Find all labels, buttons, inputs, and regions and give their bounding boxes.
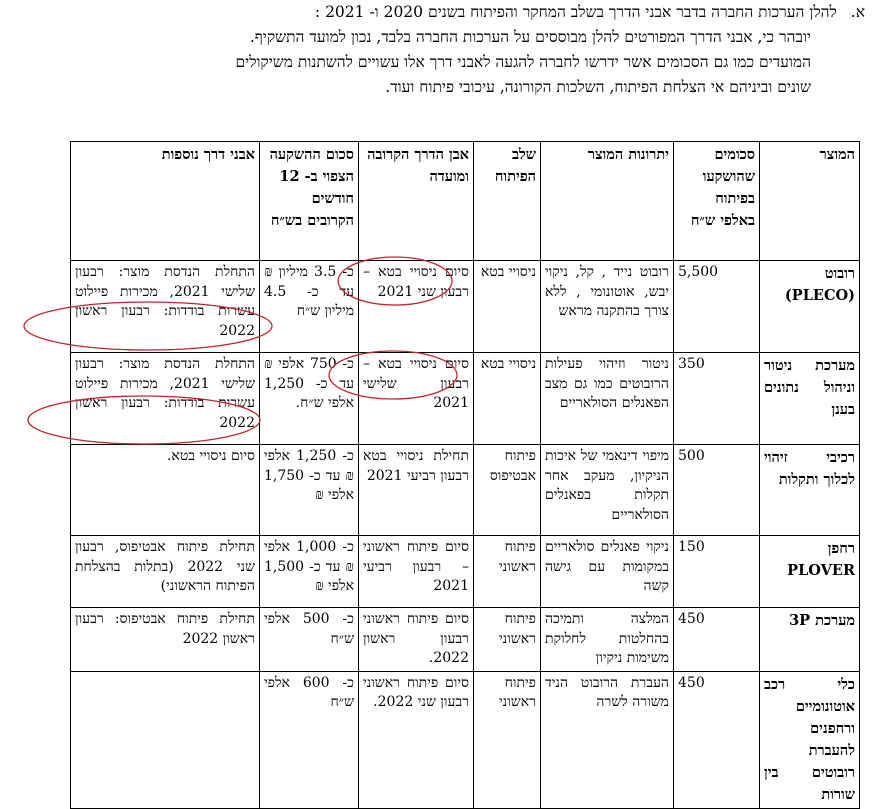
cell-product: מערכת ניטור וניהול נתונים בענן bbox=[760, 353, 860, 445]
intro-line-1 bbox=[21, 0, 871, 25]
table-row bbox=[71, 353, 860, 445]
header-investment: סכום ההשקעה הצפוי ב- 12 חודשים הקרובים בש״ח bbox=[260, 142, 359, 261]
table-row bbox=[71, 261, 860, 353]
header-more-milestones: אבני דרך נוספות bbox=[71, 142, 260, 261]
header-advantages: יתרונות המוצר bbox=[541, 142, 674, 261]
cell-milestone: סיום פיתוח ראשוני – רבעון רביעי 2021 bbox=[359, 536, 474, 608]
header-row bbox=[71, 142, 860, 261]
cell-product: מערכת 3P bbox=[760, 608, 860, 672]
header-product: המוצר bbox=[760, 142, 860, 261]
cell-milestone: סיום ניסויי בטא – רבעון שני 2021 bbox=[359, 261, 474, 353]
cell-investment: כ- 3.5 מיליון ₪ עד כ- 4.5 מיליון ש״ח bbox=[260, 261, 359, 353]
cell-investment: כ- 600 אלפי ש״ח bbox=[260, 671, 359, 808]
cell-stage: פיתוח ראשוני bbox=[474, 671, 541, 808]
cell-advantages: רובוט נייד , קל, ניקוי יבש, אוטונומי , ללא צורך בהתקנה מראש bbox=[541, 261, 674, 353]
cell-product: כלי רכב אוטונומיים ורחפנים להעברת רובוטים בין שורות bbox=[760, 671, 860, 808]
intro-line-1-text: להלן הערכות החברה בדבר אבני הדרך בשלב המחקר והפיתוח בשנים 2020 ו- 2021 : bbox=[314, 3, 837, 21]
cell-invested: 500 bbox=[674, 445, 760, 536]
cell-milestone: סיום ניסויי בטא – רבעון שלישי 2021 bbox=[359, 353, 474, 445]
intro-line-3: המועדים כמו גם הסכומים אשר ידרשו לחברה להגעה לאבני דרך אלו עשויים להשתנות משיקולים bbox=[235, 53, 811, 71]
table-row bbox=[71, 671, 860, 808]
cell-more-milestones: התחלת הנדסת מוצר: רבעון שלישי 2021, מכירות פיילוט עשרות בודדות: רבעון ראשון 2022 bbox=[71, 353, 260, 445]
cell-invested: 150 bbox=[674, 536, 760, 608]
cell-more-milestones: התחלת הנדסת מוצר: רבעון שלישי 2021, מכירות פיילוט עשרות בודדות: רבעון ראשון 2022 bbox=[71, 261, 260, 353]
cell-more-milestones: תחילת פיתוח אבטיפוס: רבעון ראשון 2022 bbox=[71, 608, 260, 672]
cell-investment: כ- 1,250 אלפי ₪ עד כ- 1,750 אלפי ₪ bbox=[260, 445, 359, 536]
intro-paragraph bbox=[21, 0, 871, 100]
cell-product: רכיבי זיהוי לכלוך ותקלות bbox=[760, 445, 860, 536]
cell-invested: 450 bbox=[674, 608, 760, 672]
header-stage: שלב הפיתוח bbox=[474, 142, 541, 261]
table-row bbox=[71, 536, 860, 608]
table-row bbox=[71, 608, 860, 672]
header-milestone: אבן הדרך הקרובה ומועדה bbox=[359, 142, 474, 261]
table-row bbox=[71, 445, 860, 536]
cell-advantages: ניקוי פאנלים סולאריים במקומות עם גישה קשה bbox=[541, 536, 674, 608]
cell-stage: ניסויי בטא bbox=[474, 261, 541, 353]
cell-product: רחפן PLOVER bbox=[760, 536, 860, 608]
cell-milestone: סיום פיתוח ראשוני רבעון ראשון 2022. bbox=[359, 608, 474, 672]
cell-advantages: מיפוי דינאמי של איכות הניקיון, מעקב אחר תקלות בפאנלים הסולאריים bbox=[541, 445, 674, 536]
cell-investment: כ- 750 אלפי ₪ עד כ- 1,250 אלפי ש״ח. bbox=[260, 353, 359, 445]
cell-product: רובוט (PLECO) bbox=[760, 261, 860, 353]
cell-more-milestones bbox=[71, 671, 260, 808]
cell-stage: ניסויי בטא bbox=[474, 353, 541, 445]
cell-more-milestones: תחילת פיתוח אבטיפוס, רבעון שני 2022 (בתלות בהצלחת הפיתוח הראשוני) bbox=[71, 536, 260, 608]
cell-advantages: העברת הרובוט הניד משורה לשרה bbox=[541, 671, 674, 808]
intro-line-4: שונים וביניהם אי הצלחת הפיתוח, השלכות הקורונה, עיכובי פיתוח ועוד. bbox=[385, 78, 811, 96]
cell-invested: 5,500 bbox=[674, 261, 760, 353]
section-marker: א. bbox=[850, 3, 865, 21]
milestones-table bbox=[70, 141, 860, 809]
cell-investment: כ- 1,000 אלפי ₪ עד כ- 1,500 אלפי ₪ bbox=[260, 536, 359, 608]
cell-stage: פיתוח ראשוני bbox=[474, 536, 541, 608]
cell-stage: פיתוח ראשוני bbox=[474, 608, 541, 672]
cell-invested: 450 bbox=[674, 671, 760, 808]
cell-advantages: המלצה ותמיכה בהחלטות לחלוקת משימות ניקיון bbox=[541, 608, 674, 672]
cell-milestone: תחילת ניסויי בטא רבעון רביעי 2021 bbox=[359, 445, 474, 536]
cell-investment: כ- 500 אלפי ש״ח bbox=[260, 608, 359, 672]
cell-invested: 350 bbox=[674, 353, 760, 445]
cell-more-milestones: סיום ניסויי בטא. bbox=[71, 445, 260, 536]
cell-advantages: ניטור וזיהוי פעילות הרובוטים כמו גם מצב הפאנלים הסולאריים bbox=[541, 353, 674, 445]
cell-stage: פיתוח אבטיפוס bbox=[474, 445, 541, 536]
cell-milestone: סיום פיתוח ראשוני רבעון שני 2022. bbox=[359, 671, 474, 808]
intro-line-2: יובהר כי, אבני הדרך המפורטים להלן מבוססים על הערכות החברה בלבד, נכון למועד התשקיף. bbox=[249, 28, 811, 46]
header-invested: סכומים שהושקעו בפיתוח באלפי ש״ח bbox=[674, 142, 760, 261]
